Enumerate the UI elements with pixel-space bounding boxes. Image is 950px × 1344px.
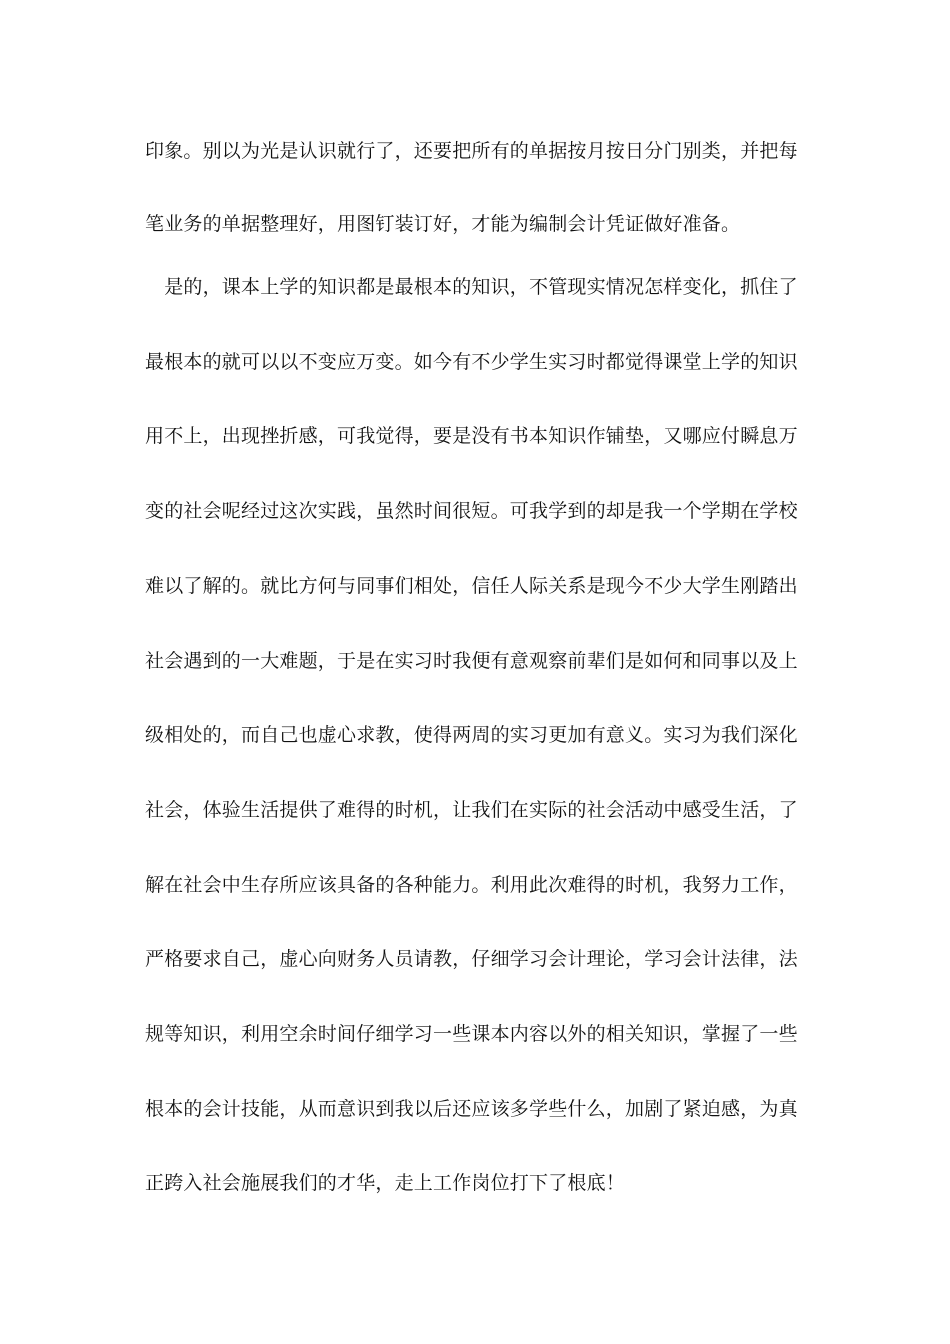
text-line-3: 是的，课本上学的知识都是最根本的知识，不管现实情况怎样变化，抓住了 (145, 276, 798, 298)
text-line-7: 难以了解的。就比方何与同事们相处，信任人际关系是现今不少大学生刚踏出 (145, 575, 798, 597)
text-line-14: 根本的会计技能，从而意识到我以后还应该多学些什么，加剧了紧迫感，为真 (145, 1098, 798, 1120)
text-line-1: 印象。别以为光是认识就行了，还要把所有的单据按月按日分门别类，并把每 (145, 140, 798, 162)
text-line-9: 级相处的，而自己也虚心求教，使得两周的实习更加有意义。实习为我们深化 (145, 724, 798, 746)
text-line-2: 笔业务的单据整理好，用图钉装订好，才能为编制会计凭证做好准备。 (145, 213, 741, 235)
text-line-10: 社会，体验生活提供了难得的时机，让我们在实际的社会活动中感受生活，了 (145, 799, 798, 821)
text-line-13: 规等知识，利用空余时间仔细学习一些课本内容以外的相关知识，掌握了一些 (145, 1023, 798, 1045)
text-line-15: 正跨入社会施展我们的才华，走上工作岗位打下了根底！ (145, 1172, 626, 1194)
text-line-6: 变的社会呢经过这次实践，虽然时间很短。可我学到的却是我一个学期在学校 (145, 500, 798, 522)
text-line-12: 严格要求自己，虚心向财务人员请教，仔细学习会计理论，学习会计法律，法 (145, 948, 798, 970)
text-line-5: 用不上，出现挫折感，可我觉得，要是没有书本知识作铺垫，又哪应付瞬息万 (145, 425, 798, 447)
text-line-11: 解在社会中生存所应该具备的各种能力。利用此次难得的时机，我努力工作， (145, 874, 798, 896)
text-line-8: 社会遇到的一大难题，于是在实习时我便有意观察前辈们是如何和同事以及上 (145, 650, 798, 672)
text-line-4: 最根本的就可以以不变应万变。如今有不少学生实习时都觉得课堂上学的知识 (145, 351, 798, 373)
